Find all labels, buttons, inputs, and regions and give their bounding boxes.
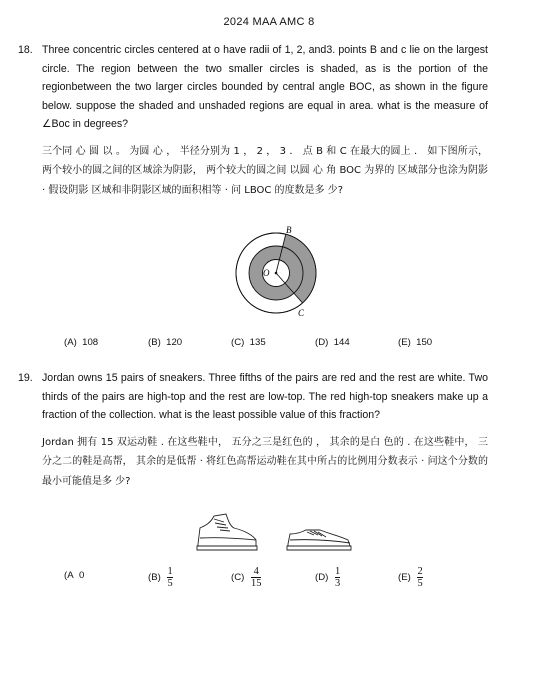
label-o: O [263, 268, 270, 278]
question-number: 18. [18, 44, 33, 56]
question-chinese-text: 三个同 心 圆 以 。 为圆 心 ， 半径分别为 1 ， 2 ， 3 ． 点 B 和 C 在最大的圆上 ． 如下图所示， 两个较小的圆之间的区域涂为阴影， 两个较大的圆之间 以圆 心 角 BOC 为界的 区域部分也涂为阴影 · 假设阴影 区域和非阴影区域的面积相等 · 问 LBOC 的度数是多 少? [42, 145, 488, 196]
question-19 [18, 369, 488, 491]
choice-b[interactable]: (B) $\frac{1}{5}$ [148, 566, 173, 589]
choice-e[interactable]: (E) 150 [398, 337, 433, 348]
choice-d[interactable]: (D) 144 [315, 337, 350, 348]
concentric-circles-figure [230, 222, 330, 322]
choice-a[interactable]: (A) 108 [64, 337, 99, 348]
high-top-sneaker-icon [197, 514, 257, 550]
choice-b[interactable]: (B) 120 [148, 337, 183, 348]
question-english-text: Jordan owns 15 pairs of sneakers. Three fifths of the pairs are red and the rest are white. Two thirds of the pairs are high-top and the rest are low-top. The red high-top sneakers make up a fraction of the collection. what is the least possible value of this fraction? [42, 372, 488, 422]
choice-d[interactable]: (D) $\frac{1}{3}$ [315, 566, 341, 589]
choice-e[interactable]: (E) $\frac{2}{5}$ [398, 566, 423, 589]
choice-c[interactable]: (C) $\frac{4}{15}$ [231, 566, 262, 589]
sneakers-illustration [190, 510, 360, 555]
label-b: B [286, 225, 292, 235]
question-18 [18, 41, 488, 200]
choice-c[interactable]: (C) 135 [231, 337, 266, 348]
question-english-text: Three concentric circles centered at o have radii of 1, 2, and3. points B and c lie on the largest circle. The region between the two smaller circles is shaded, as is the portion of the regionbetween the two larger circles bounded by central angle BOC, as shown in the figure below. suppose the shaded and unshaded regions are equal in area. what is the measure of ∠Boc in degrees? [42, 44, 488, 131]
exam-header: 2024 MAA AMC 8 [223, 16, 315, 28]
fraction: $\frac{2}{5}$ [417, 566, 423, 589]
center-point [275, 272, 278, 275]
label-c: C [298, 308, 305, 318]
choice-a[interactable]: (A 0 [64, 570, 85, 581]
fraction: $\frac{1}{3}$ [335, 566, 341, 589]
question-chinese-text: Jordan 拥有 15 双运动鞋 . 在这些鞋中， 五分之三是红色的 ， 其余的是白 色的 . 在这些鞋中， 三分之二的鞋是高帮， 其余的是低帮 · 将红色高帮运动鞋在其中所占的比例用分数表示 · 问这个分数的最小可能值是多 少? [42, 436, 488, 487]
low-top-sneaker-icon [287, 530, 351, 550]
question-number: 19. [18, 372, 33, 384]
fraction: $\frac{1}{5}$ [167, 566, 173, 589]
fraction: $\frac{4}{15}$ [251, 566, 262, 589]
